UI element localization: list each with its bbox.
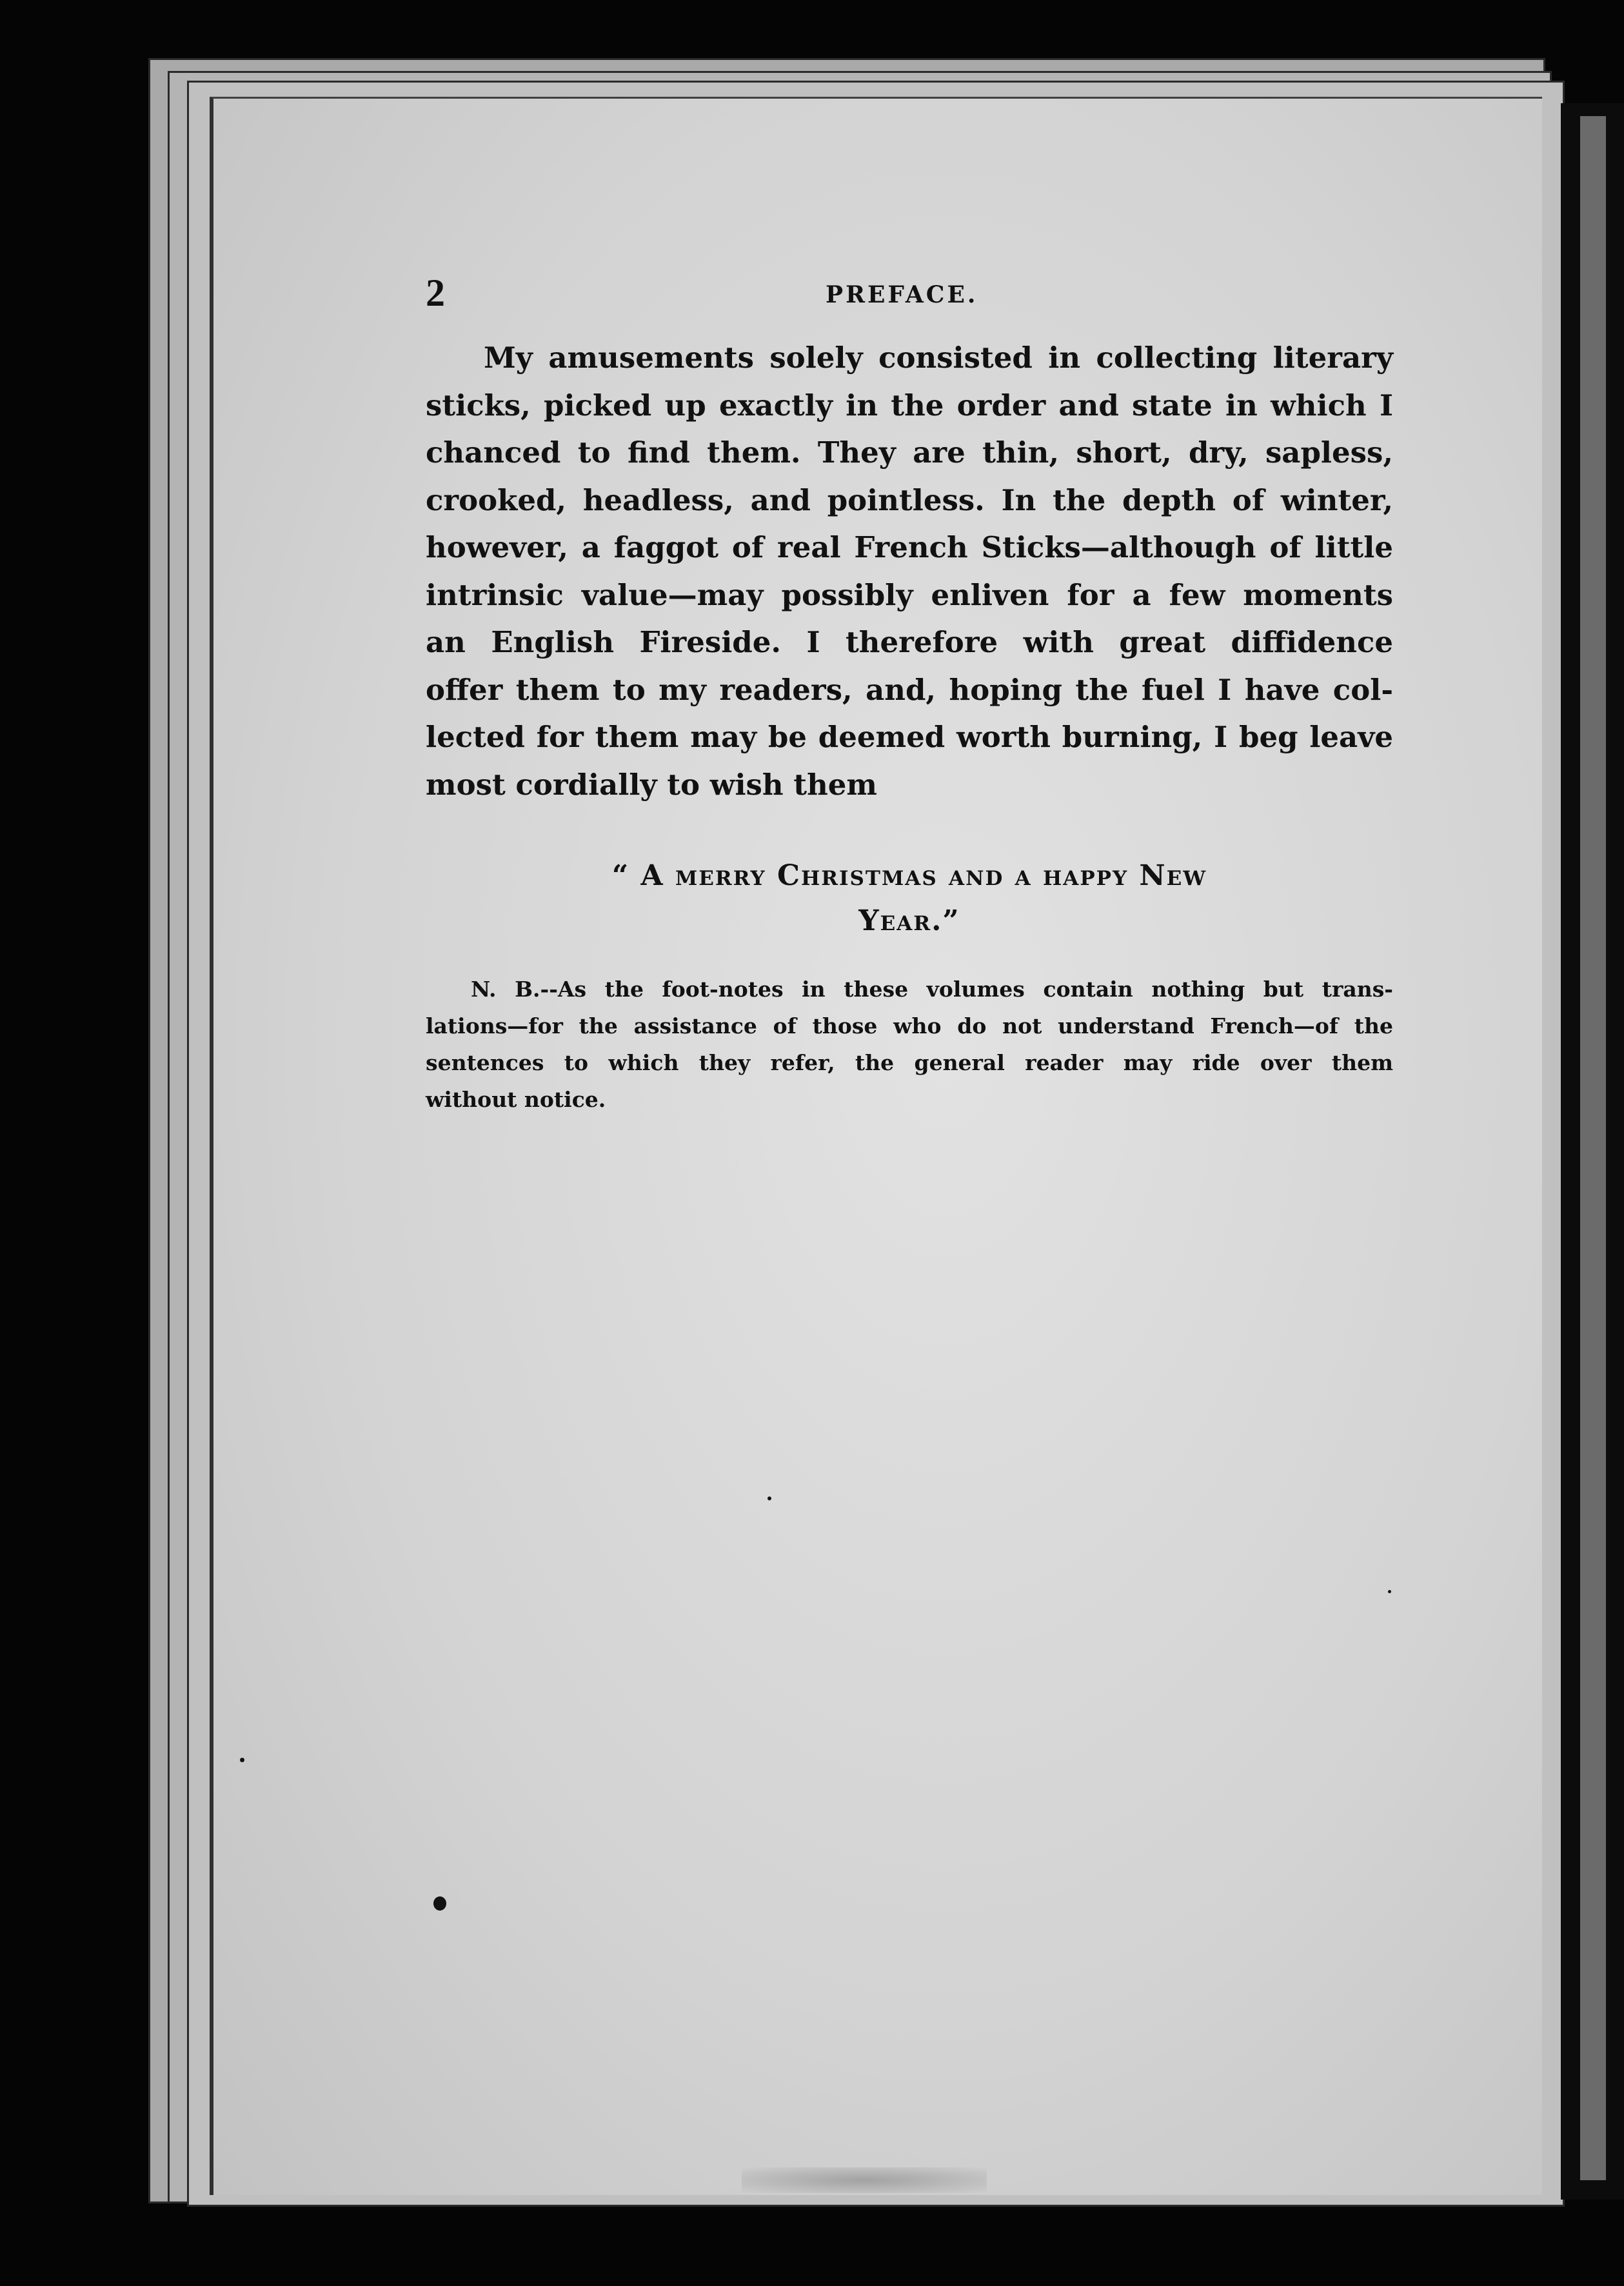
paragraph-line: sticks, picked up exactly in the order and state in which I [426,388,1393,422]
paragraph-line: an English Fireside. I therefore with great diffidence [426,625,1393,659]
greeting-line: “ A merry Christmas and a happy New [611,859,1207,892]
ink-speck [767,1496,771,1500]
facing-page-edge [1580,116,1606,2180]
paragraph-line: crooked, headless, and pointless. In the depth of winter, [426,482,1393,517]
footnote-remark [426,971,1393,1118]
paragraph-line: lected for them may be deemed worth burning, I beg leave [426,720,1393,754]
paragraph-line: most cordially to wish them [426,767,878,802]
running-head [426,271,1393,323]
paragraph-line: chanced to find them. They are thin, short, dry, sapless, [426,435,1393,470]
note-line: without notice. [426,1087,606,1112]
scan-smudge [742,2167,987,2193]
ink-speck [433,1896,446,1911]
paragraph-line: offer them to my readers, and, hoping the fuel I have col- [426,672,1393,707]
holiday-greeting [426,853,1393,944]
paragraph-line: intrinsic value—may possibly enliven for a few moments [426,577,1393,612]
page-content [426,271,1393,1118]
paragraph-line: however, a faggot of real French Sticks—although of little [426,530,1393,564]
ink-speck [1388,1590,1391,1593]
running-title: PREFACE. [826,281,978,308]
note-line: N. B.--As the foot-notes in these volumes contain nothing but trans- [471,977,1393,1002]
preface-paragraph [426,334,1393,808]
paragraph-line: My amusements solely consisted in collecting literary [484,341,1393,375]
page-number: 2 [426,272,445,314]
ink-speck [240,1758,244,1762]
note-line: lations—for the assistance of those who do not understand French—of the [426,1013,1393,1039]
note-line: sentences to which they refer, the general reader may ride over them [426,1050,1393,1075]
greeting-line: Year.” [858,904,960,937]
